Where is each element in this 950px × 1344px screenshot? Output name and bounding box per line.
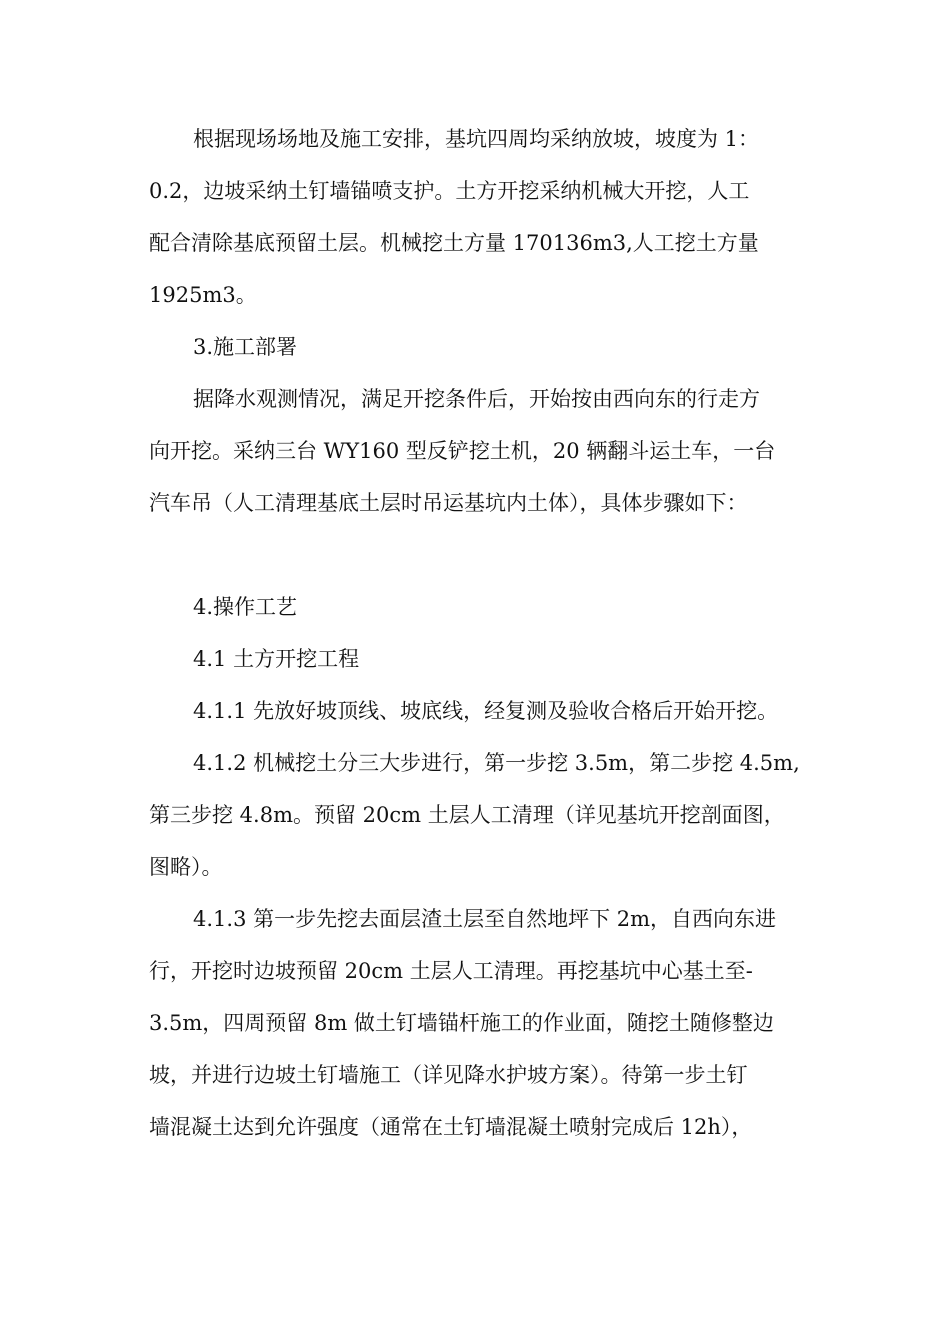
text-line: 汽车吊（人工清理基底土层时吊运基坑内土体），具体步骤如下：: [149, 491, 748, 515]
paragraph-deployment: [149, 373, 801, 529]
text-line: 第三步挖 4.8m。预留 20cm 土层人工清理（详见基坑开挖剖面图，: [149, 803, 785, 827]
paragraph-4-1-1: [149, 685, 801, 737]
text-line: 4.1.1 先放好坡顶线、坡底线，经复测及验收合格后开始开挖。: [193, 699, 779, 723]
paragraph-4-1-2: [149, 737, 801, 893]
text-line: 墙混凝土达到允许强度（通常在土钉墙混凝土喷射完成后 12h），: [149, 1115, 753, 1139]
heading-text: 4.1 土方开挖工程: [193, 647, 360, 671]
text-line: 4.1.2 机械挖土分三大步进行，第一步挖 3.5m，第二步挖 4.5m,: [193, 751, 800, 775]
text-line: 根据现场场地及施工安排，基坑四周均采纳放坡，坡度为 1：: [193, 127, 760, 151]
text-line: 3.5m，四周预留 8m 做土钉墙锚杆施工的作业面，随挖土随修整边: [149, 1011, 774, 1035]
text-line: 4.1.3 第一步先挖去面层渣土层至自然地坪下 2m，自西向东进: [193, 907, 777, 931]
paragraph-4-1-3: [149, 893, 801, 1153]
paragraph-slope-support: [149, 113, 801, 321]
heading-text: 4.操作工艺: [193, 595, 298, 619]
section-heading-4: [149, 581, 801, 633]
text-line: 据降水观测情况，满足开挖条件后，开始按由西向东的行走方: [193, 387, 760, 411]
text-line: 向开挖。采纳三台 WY160 型反铲挖土机，20 辆翻斗运土车，一台: [149, 439, 776, 463]
text-line: 坡，并进行边坡土钉墙施工（详见降水护坡方案）。待第一步土钉: [149, 1063, 748, 1087]
text-line: 1925m3。: [149, 283, 257, 307]
section-heading-4-1: [149, 633, 801, 685]
section-heading-3: [149, 321, 801, 373]
blank-line: [149, 529, 801, 581]
heading-text: 3.施工部署: [193, 335, 298, 359]
text-line: 0.2，边坡采纳土钉墙锚喷支护。土方开挖采纳机械大开挖，人工: [149, 179, 750, 203]
text-line: 行，开挖时边坡预留 20cm 土层人工清理。再挖基坑中心基土至-: [149, 959, 753, 983]
text-line: 配合清除基底预留土层。机械挖土方量 170136m3,人工挖土方量: [149, 231, 759, 255]
document-body: [149, 113, 801, 1153]
text-line: 图略）。: [149, 855, 223, 879]
